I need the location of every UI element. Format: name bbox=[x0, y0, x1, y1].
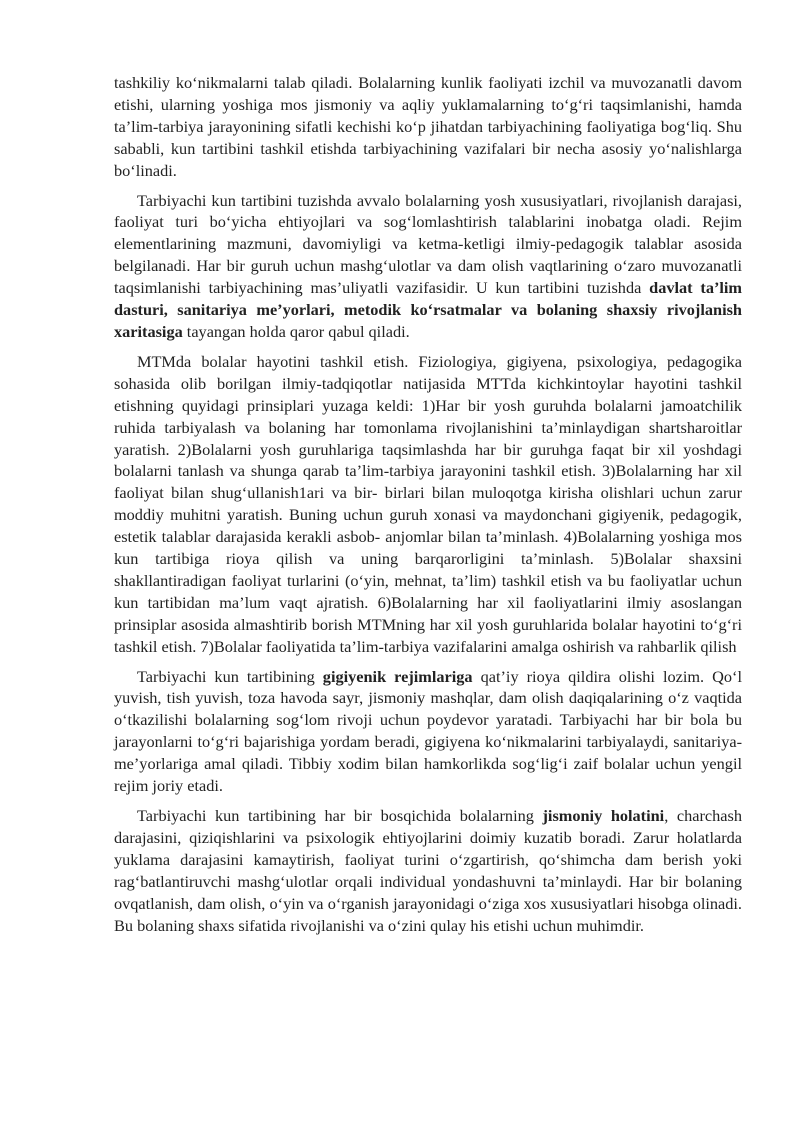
paragraph-bold-text: gigiyenik rejimlariga bbox=[322, 666, 473, 686]
paragraph-physical-state bbox=[114, 805, 742, 936]
paragraph-text: Tarbiyachi kun tartibining har bir bosqichida bolalarning bbox=[137, 806, 543, 825]
paragraph-hygiene bbox=[114, 666, 742, 797]
paragraph-text: , charchash darajasini, qiziqishlarini va psixologik ehtiyojlarini doimiy kuzatib boradi. Zarur holatlarda yuklama darajasini kamaytirish, faoliyat turini o‘zgartirish, qo‘shimcha dam berish yoki rag‘batlantiruvchi mashg‘ulotlar orqali individual yondashuvni ta’minlaydi. Har bir bolaning ovqatlanish, dam olish, o‘yin va o‘rganish jarayonidagi o‘ziga xos xususiyatlari hisobga olinadi. Bu bolaning shaxs sifatida rivojlanishi va o‘zini qulay his etishi uchun muhimdir. bbox=[114, 806, 742, 935]
paragraph-text: Tarbiyachi kun tartibini tuzishda avvalo bolalarning yosh xususiyatlari, rivojlanish darajasi, faoliyat turi bo‘yicha ehtiyojlari va sog‘lomlashtirish talablarini inobatga oladi. Rejim elementlarining mazmuni, davomiyligi va ketma-ketligi ilmiy-pedagogik talablar asosida belgilanadi. Har bir guruh uchun mashg‘ulotlar va dam olish vaqtlarining o‘zaro muvozanatli taqsimlanishi tarbiyachining mas’uliyatli vazifasidir. U kun tartibini tuzishda bbox=[114, 190, 742, 298]
document-page bbox=[114, 72, 742, 944]
paragraph-schedule-planning bbox=[114, 190, 742, 343]
paragraph-bold-text: jismoniy holatini bbox=[542, 806, 665, 825]
paragraph-text: tayangan holda qaror qabul qiladi. bbox=[182, 321, 410, 341]
paragraph-text: Tarbiyachi kun tartibining bbox=[137, 666, 323, 686]
paragraph-text: qat’iy rioya qildira olishi lozim. Qo‘l yuvish, tish yuvish, toza havoda sayr, jismoniy mashqlar, dam olish daqiqalarining o‘z vaqtida o‘tkazilishi bolalarning sog‘lom rivoji uchun poydevor yaratadi. Tarbiyachi har bir bola bu jarayonlarni to‘g‘ri bajarishiga yordam beradi, gigiyena ko‘nikmalarini tarbiyalaydi, sanitariya-me’yorlariga amal qiladi. Tibbiy xodim bilan hamkorlikda sog‘lig‘i zaif bolalar uchun yengil rejim joriy etadi. bbox=[114, 666, 742, 796]
paragraph-principles: MTMda bolalar hayotini tashkil etish. Fiziologiya, gigiyena, psixologiya, pedagogika sohasida olib borilgan ilmiy-tadqiqotlar natijasida MTTda kichkintoylar hayotini tashkil etishning quyidagi prinsiplari yuzaga keldi: 1)Har bir yosh guruhda bolalarni jamoatchilik ruhida tarbiyalash va bolaning har tomonlama rivojlanishini ta’minlaydigan shartsharoitlar yaratish. 2)Bolalarni yosh guruhlariga taqsimlashda har bir guruhga faqat bir xil yoshdagi bolalarni tanlash va shunga qarab ta’lim-tarbiya jarayonini tashkil etish. 3)Bolalarning har xil faoliyat bilan shug‘ullanish1ari va bir- birlari bilan muloqotga kirisha olishlari uchun zarur moddiy muhitni yaratish. Buning uchun guruh xonasi va maydonchani gigiyenik, pedagogik, estetik talablar darajasida kerakli asbob- anjomlar bilan ta’minlash. 4)Bolalarning yoshiga mos kun tartibiga rioya qilish va uning barqarorligini ta’minlash. 5)Bolalar shaxsini shakllantiradigan faoliyat turlarini (o‘yin, mehnat, ta’lim) tashkil etish va bu faoliyatlar uchun kun tartibidan ma’lum vaqt ajratish. 6)Bolalarning har xil faoliyatlarini ilmiy asoslangan prinsiplar asosida almashtirib borish MTMning har xil yosh guruhlarida bolalar hayotini to‘g‘ri tashkil etish. 7)Bolalar faoliyatida ta’lim-tarbiya vazifalarini amalga oshirish va rahbarlik qilish bbox=[114, 351, 742, 656]
paragraph-continuation: tashkiliy ko‘nikmalarni talab qiladi. Bolalarning kunlik faoliyati izchil va muvozanatli davom etishi, ularning yoshiga mos jismoniy va aqliy yuklamalarning to‘g‘ri taqsimlanishi, hamda ta’lim-tarbiya jarayonining sifatli kechishi ko‘p jihatdan tarbiyachining faoliyatiga bog‘liq. Shu sababli, kun tartibini tashkil etishda tarbiyachining vazifalari bir necha asosiy yo‘nalishlarga bo‘linadi. bbox=[114, 73, 742, 180]
paragraph-bold-text: davlat ta’lim dasturi, sanitariya me’yorlari, metodik ko‘rsatmalar va bolaning shaxsiy rivojlanish xaritasiga bbox=[114, 278, 742, 341]
